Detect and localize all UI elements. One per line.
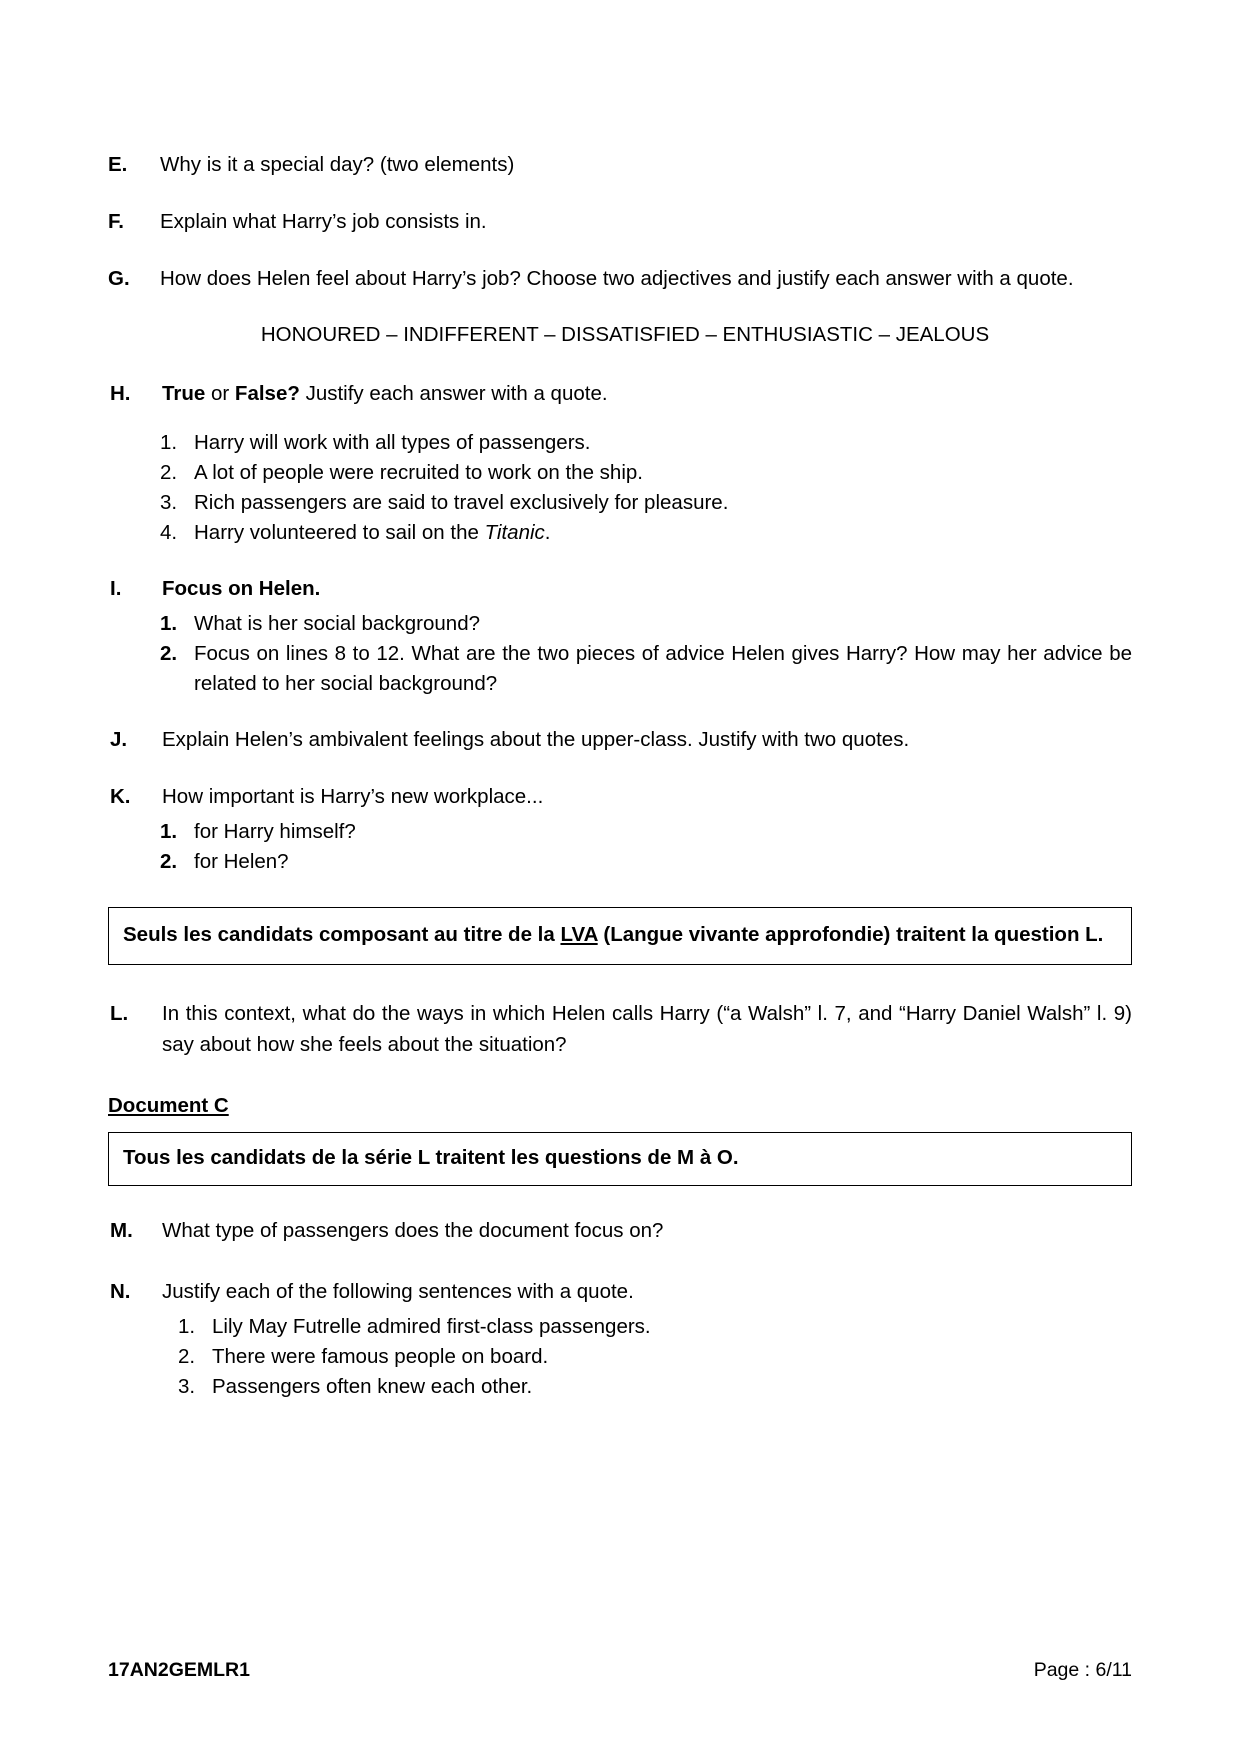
notice-lva-box — [108, 907, 1132, 965]
footer-code: 17AN2GEMLR1 — [108, 1659, 250, 1681]
question-n-items — [160, 1312, 1132, 1402]
question-h-label: H. — [110, 382, 131, 405]
list-item — [178, 1312, 1132, 1342]
footer-page-number: Page : 6/11 — [1033, 1659, 1132, 1681]
list-item — [178, 1372, 1132, 1402]
question-m-label: M. — [110, 1219, 133, 1243]
notice-lva-part1: Seuls les candidats composant au titre de la — [123, 923, 561, 947]
question-i — [108, 574, 1132, 605]
notice-serie-l-box: Tous les candidats de la série L traitent les questions de M à O. — [108, 1132, 1132, 1186]
question-i-title-text: Focus on Helen. — [162, 577, 321, 601]
item-text: Lily May Futrelle admired first-class passengers. — [212, 1314, 651, 1338]
item-number: 2. — [160, 642, 178, 666]
item-text-post: . — [544, 521, 551, 545]
item-text: Passengers often knew each other. — [212, 1374, 533, 1398]
list-item — [160, 458, 1132, 488]
question-l-label: L. — [110, 1001, 129, 1025]
item-number: 3. — [160, 491, 178, 514]
list-item — [160, 488, 1132, 518]
item-number: 1. — [160, 430, 178, 454]
item-text-pre: Harry volunteered to sail on the — [194, 521, 485, 545]
question-h-middle: or — [205, 382, 235, 405]
question-h-list — [160, 428, 1132, 549]
question-h — [108, 379, 1132, 410]
item-text-italic: Titanic — [484, 521, 545, 545]
item-text: There were famous people on board. — [212, 1344, 549, 1368]
question-h-text — [162, 379, 1132, 410]
question-i-title — [162, 574, 1132, 605]
question-i-items — [160, 609, 1132, 699]
notice-lva-part2: (Langue vivante approfondie) traitent la question L. — [597, 923, 1104, 947]
list-item — [160, 639, 1132, 699]
list-item — [160, 847, 1132, 877]
item-number: 1. — [178, 1314, 196, 1338]
question-h-true: True — [162, 382, 206, 405]
question-e-text: Why is it a special day? (two elements) — [160, 153, 515, 176]
question-k-list — [160, 817, 1132, 877]
page-footer — [108, 1659, 1132, 1682]
question-i-list — [160, 609, 1132, 699]
adjectives-line: HONOURED – INDIFFERENT – DISSATISFIED – ENTHUSIASTIC – JEALOUS — [260, 323, 990, 347]
item-text: for Helen? — [194, 850, 289, 873]
item-text: What is her social background? — [194, 612, 481, 635]
question-f-text: Explain what Harry’s job consists in. — [160, 209, 487, 233]
item-number: 1. — [160, 819, 178, 843]
question-k-text: How important is Harry’s new workplace... — [162, 785, 544, 809]
list-item — [178, 1342, 1132, 1372]
question-k-items — [160, 817, 1132, 877]
question-n-text: Justify each of the following sentences with a quote. — [162, 1279, 634, 1303]
item-text: for Harry himself? — [194, 819, 356, 843]
question-g-text: How does Helen feel about Harry’s job? Choose two adjectives and justify each answer with a quote. — [160, 266, 1074, 290]
question-j-label: J. — [110, 728, 128, 752]
item-number: 2. — [178, 1344, 196, 1368]
question-g — [108, 264, 1132, 295]
question-j-text: Explain Helen’s ambivalent feelings about the upper-class. Justify with two quotes. — [162, 728, 910, 752]
question-h-items — [160, 428, 1132, 549]
list-item — [160, 817, 1132, 847]
question-n — [108, 1277, 1132, 1308]
item-number: 1. — [160, 612, 178, 635]
item-text: A lot of people were recruited to work on the ship. — [194, 460, 643, 484]
question-h-false: False? — [234, 382, 300, 405]
item-text — [194, 518, 1132, 548]
item-number: 2. — [160, 850, 178, 873]
item-number: 4. — [160, 521, 178, 545]
item-number: 2. — [160, 460, 178, 484]
document-c-heading: Document C — [108, 1094, 229, 1118]
item-text: Harry will work with all types of passengers. — [194, 430, 591, 454]
question-l — [108, 999, 1132, 1061]
notice-lva-underlined: LVA — [560, 923, 598, 947]
question-n-label: N. — [110, 1279, 131, 1303]
item-text: Rich passengers are said to travel exclusively for pleasure. — [194, 491, 729, 514]
question-n-list — [160, 1312, 1132, 1402]
list-item — [160, 609, 1132, 639]
question-e-label: E. — [108, 153, 128, 176]
question-f — [108, 207, 1132, 238]
list-item — [160, 518, 1132, 548]
question-m-text: What type of passengers does the document focus on? — [162, 1219, 664, 1243]
question-h-suffix: Justify each answer with a quote. — [299, 382, 608, 405]
question-k-label: K. — [110, 785, 131, 809]
question-l-text: In this context, what do the ways in which Helen calls Harry (“a Walsh” l. 7, and “Harry Daniel Walsh” l. 9) say about how she feels about the situation? — [162, 1001, 1132, 1056]
item-text: Focus on lines 8 to 12. What are the two pieces of advice Helen gives Harry? How may her advice be related to her social background? — [194, 642, 1132, 696]
question-g-label: G. — [108, 266, 130, 290]
question-m — [108, 1216, 1132, 1247]
question-i-label: I. — [110, 577, 122, 601]
question-f-label: F. — [108, 209, 124, 233]
question-j — [108, 725, 1132, 756]
item-number: 3. — [178, 1374, 196, 1398]
question-k — [108, 782, 1132, 813]
question-e — [108, 150, 1132, 181]
list-item — [160, 428, 1132, 458]
